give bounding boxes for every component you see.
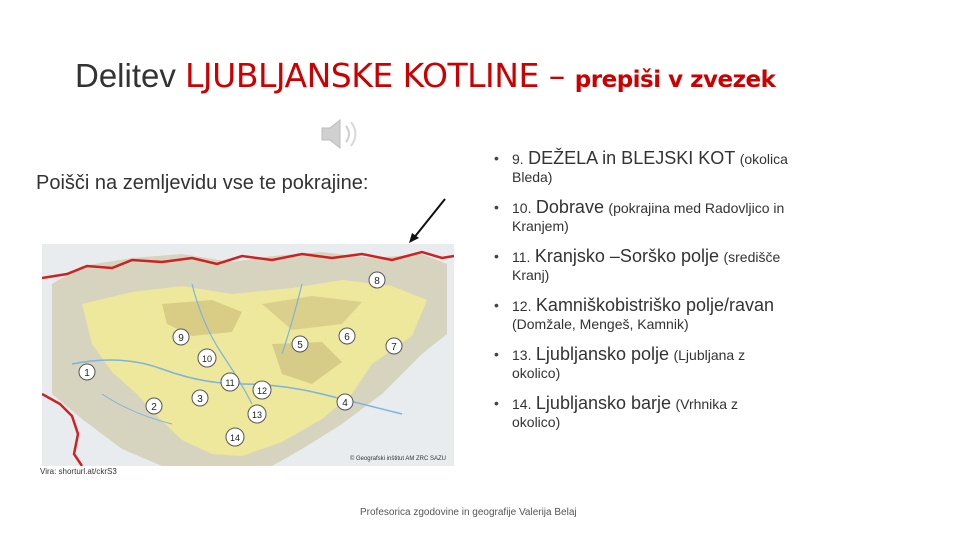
speaker-icon[interactable] [318, 114, 364, 154]
bullet-icon: • [494, 297, 499, 313]
map-marker-1 [79, 364, 95, 380]
list-item: • 14. Ljubljansko barje (Vrhnika z okolico) [494, 393, 738, 430]
svg-text:6: 6 [344, 332, 350, 343]
title-highlight: LJUBLJANSKE KOTLINE – [185, 56, 575, 95]
map-marker-10 [198, 349, 216, 367]
svg-text:14: 14 [229, 433, 241, 443]
map-marker-8 [369, 272, 385, 288]
svg-text:12: 12 [256, 386, 268, 396]
map-marker-5 [292, 336, 308, 352]
map-marker-14 [226, 428, 244, 446]
region-list [494, 148, 934, 442]
list-item: • 13. Ljubljansko polje (Ljubljana z okolico) [494, 344, 746, 381]
svg-text:8: 8 [374, 276, 380, 287]
svg-text:13: 13 [251, 410, 263, 420]
list-item: • 11. Kranjsko –Sorško polje (središče Kranj) [494, 246, 781, 283]
map-marker-13 [248, 405, 266, 423]
slide-title [75, 56, 775, 95]
map-marker-11 [221, 373, 239, 391]
svg-text:11: 11 [225, 378, 235, 388]
svg-text:5: 5 [297, 340, 303, 351]
svg-text:4: 4 [342, 398, 348, 409]
map-instruction: Poišči na zemljevidu vse te pokrajine: [36, 172, 369, 194]
svg-text:2: 2 [151, 402, 157, 413]
region-map [42, 244, 454, 466]
footer-author: Profesorica zgodovine in geografije Valerija Belaj [360, 507, 577, 518]
source-credit: Vira: shorturl.at/ckrS3 [40, 467, 117, 476]
map-marker-2 [146, 398, 162, 414]
map-marker-4 [337, 394, 353, 410]
map-marker-7 [386, 338, 402, 354]
map-marker-6 [339, 328, 355, 344]
bullet-icon: • [494, 199, 499, 215]
title-instruction: prepiši v zvezek [574, 67, 776, 93]
map-marker-3 [192, 390, 208, 406]
bullet-icon: • [494, 395, 499, 411]
list-item: • 10. Dobrave (pokrajina med Radovljico in Kranjem) [494, 197, 785, 234]
map-marker-12 [253, 381, 271, 399]
svg-text:9: 9 [178, 333, 184, 344]
list-item: • 9. DEŽELA in BLEJSKI KOT (okolica Bleda) [494, 148, 788, 185]
svg-text:10: 10 [201, 354, 213, 364]
list-item: • 12. Kamniškobistriško polje/ravan (Domžale, Mengeš, Kamnik) [494, 295, 775, 332]
svg-text:7: 7 [391, 342, 397, 353]
bullet-icon: • [494, 346, 499, 362]
svg-text:1: 1 [84, 368, 90, 379]
svg-text:3: 3 [197, 394, 203, 405]
arrow-pointer [405, 195, 450, 245]
bullet-icon: • [494, 248, 499, 264]
map-marker-9 [173, 329, 189, 345]
map-copyright: © Geografski inštitut AM ZRC SAZU [349, 456, 446, 462]
title-prefix: Delitev [75, 57, 186, 94]
bullet-icon: • [494, 150, 499, 166]
